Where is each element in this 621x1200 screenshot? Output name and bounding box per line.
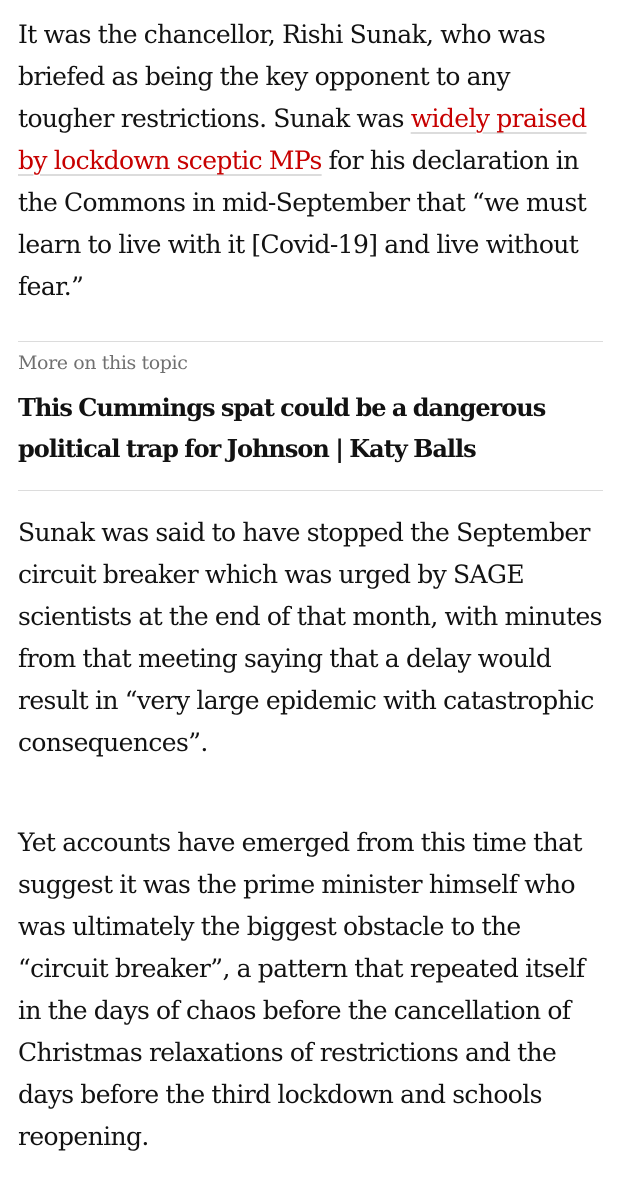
divider xyxy=(18,490,603,491)
article-paragraph: Sunak was said to have stopped the September circuit breaker which was urged by SAGE scientists at the end of that month, with minutes from that meeting saying that a delay would result in “very large epidemic with catastrophic consequences”. xyxy=(18,518,602,757)
article-paragraph: Yet accounts have emerged from this time that suggest it was the prime minister himself who was ultimately the biggest obstacle to the “circuit breaker”, a pattern that repeated itself in the days of chaos before the cancellation of Christmas relaxations of restrictions and the days before the third lockdown and schools reopening. xyxy=(18,828,585,1151)
paragraph-text: for his declaration in the Commons in mid-September that “we must learn to live with it [Covid-19] and live without fear.” xyxy=(18,146,587,301)
related-article-link[interactable]: This Cummings spat could be a dangerous political trap for Johnson | Katy Balls xyxy=(18,393,546,463)
divider xyxy=(18,341,603,342)
inline-article-link[interactable]: widely praised by lockdown sceptic MPs xyxy=(18,104,587,175)
more-on-topic-label: More on this topic xyxy=(18,352,188,374)
paragraph-text: It was the chancellor, Rishi Sunak, who was briefed as being the key opponent to any tougher restrictions. Sunak was xyxy=(18,20,546,133)
article-paragraph xyxy=(18,14,606,308)
